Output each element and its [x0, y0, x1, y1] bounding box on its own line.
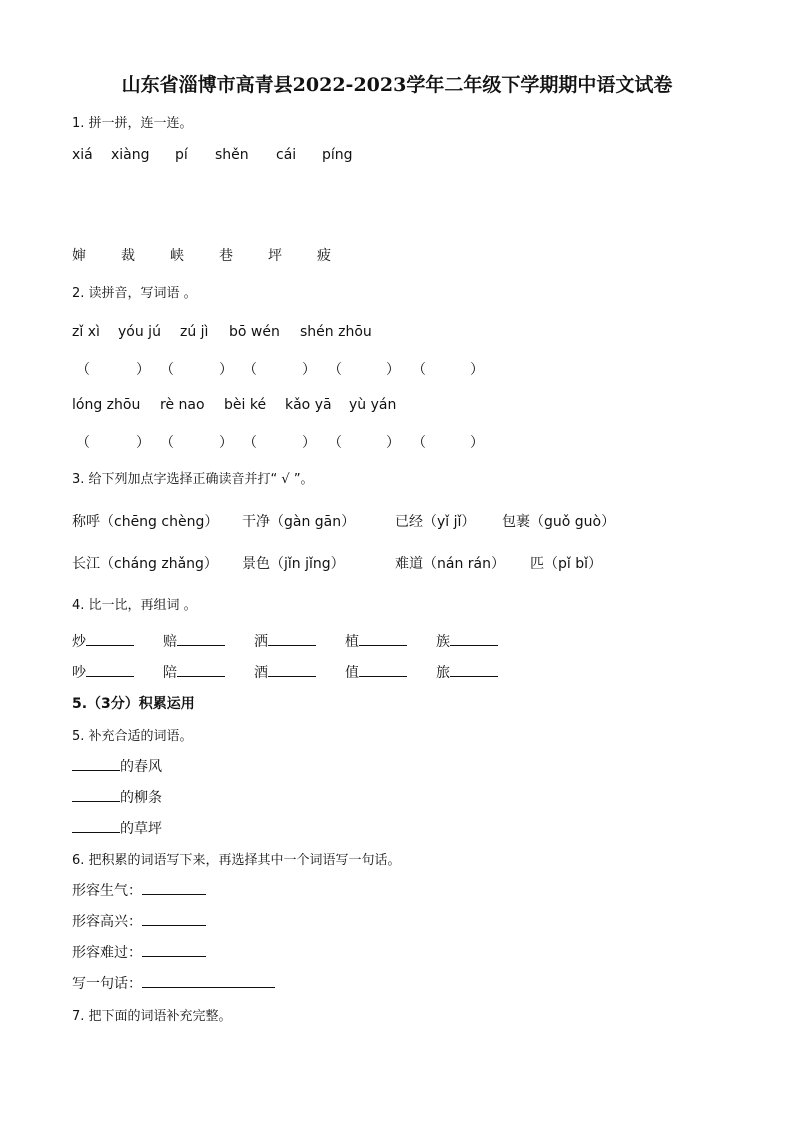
q2-pinyin-7: rè nao — [160, 397, 205, 413]
q6-item-2: 形容高兴： — [72, 911, 206, 931]
q2-paren-open-2: （ — [160, 362, 174, 378]
q4-char-4: 植 — [345, 631, 407, 651]
q2-pinyin-4: bō wén — [229, 324, 280, 340]
q3-item-7: 难道（nán rán） — [395, 556, 505, 572]
q1-char-1: 婶 — [72, 248, 86, 264]
q2-paren-close-1: ） — [136, 362, 150, 378]
q2-paren-close-2: ） — [219, 362, 233, 378]
answer-blank[interactable] — [86, 663, 134, 677]
q1-char-3: 峡 — [170, 248, 184, 264]
q5-item-1: 的春风 — [72, 756, 162, 776]
q2-paren-close-3: ） — [302, 362, 316, 378]
q3-item-8: 匹（pǐ bǐ） — [530, 556, 603, 572]
answer-blank[interactable] — [142, 912, 206, 926]
q4-char-9: 值 — [345, 662, 407, 682]
question-7-prompt: 7. 把下面的词语补充完整。 — [72, 1009, 232, 1024]
q2-paren-open-4: （ — [328, 362, 342, 378]
q2-paren-close-6: ） — [136, 435, 150, 451]
q3-item-2: 干净（gàn gān） — [242, 514, 356, 530]
answer-blank[interactable] — [72, 819, 120, 833]
q2-pinyin-3: zú jì — [180, 324, 209, 340]
answer-blank[interactable] — [177, 632, 225, 646]
answer-blank[interactable] — [450, 632, 498, 646]
q3-item-5: 长江（cháng zhǎng） — [72, 556, 218, 572]
q3-item-4: 包裹（guǒ guò） — [502, 514, 616, 530]
q3-item-6: 景色（jǐn jǐng） — [242, 556, 345, 572]
q2-paren-open-5: （ — [412, 362, 426, 378]
answer-blank[interactable] — [268, 632, 316, 646]
answer-blank[interactable] — [72, 757, 120, 771]
q1-pinyin-4: shěn — [215, 147, 249, 163]
q4-char-7: 陪 — [163, 662, 225, 682]
q2-paren-open-1: （ — [76, 362, 90, 378]
answer-blank[interactable] — [177, 663, 225, 677]
q4-char-10: 旅 — [436, 662, 498, 682]
q1-pinyin-3: pí — [175, 147, 188, 163]
q1-pinyin-6: píng — [322, 147, 353, 163]
answer-blank[interactable] — [86, 632, 134, 646]
answer-blank[interactable] — [450, 663, 498, 677]
q1-pinyin-2: xiàng — [111, 147, 150, 163]
q2-paren-open-3: （ — [243, 362, 257, 378]
q4-char-6: 吵 — [72, 662, 134, 682]
q6-item-3: 形容难过： — [72, 942, 206, 962]
answer-blank[interactable] — [268, 663, 316, 677]
q2-paren-open-7: （ — [160, 435, 174, 451]
q2-paren-open-9: （ — [328, 435, 342, 451]
q6-item-1: 形容生气： — [72, 880, 206, 900]
answer-blank[interactable] — [142, 974, 275, 988]
answer-blank[interactable] — [142, 881, 206, 895]
q2-pinyin-10: yù yán — [349, 397, 397, 413]
q4-char-5: 族 — [436, 631, 498, 651]
q3-item-1: 称呼（chēng chèng） — [72, 514, 219, 530]
q1-char-4: 巷 — [219, 248, 233, 264]
q1-pinyin-5: cái — [276, 147, 297, 163]
q2-pinyin-5: shén zhōu — [300, 324, 372, 340]
q2-pinyin-8: bèi ké — [224, 397, 267, 413]
q6-item-4: 写一句话： — [72, 973, 275, 993]
q2-pinyin-9: kǎo yā — [285, 397, 332, 413]
q4-char-8: 酒 — [254, 662, 316, 682]
q4-char-1: 炒 — [72, 631, 134, 651]
answer-blank[interactable] — [72, 788, 120, 802]
q2-pinyin-1: zǐ xì — [72, 324, 100, 340]
q1-char-5: 坪 — [268, 248, 282, 264]
q3-item-3: 已经（yǐ jǐ） — [395, 514, 476, 530]
q2-paren-open-8: （ — [243, 435, 257, 451]
q2-paren-close-5: ） — [470, 362, 484, 378]
question-4-prompt: 4. 比一比，再组词 。 — [72, 598, 197, 613]
answer-blank[interactable] — [359, 663, 407, 677]
q2-paren-close-10: ） — [470, 435, 484, 451]
q2-paren-open-6: （ — [76, 435, 90, 451]
q1-pinyin-1: xiá — [72, 147, 93, 163]
q2-paren-close-4: ） — [386, 362, 400, 378]
q5-item-2: 的柳条 — [72, 787, 162, 807]
answer-blank[interactable] — [142, 943, 206, 957]
question-1-prompt: 1. 拼一拼，连一连。 — [72, 116, 193, 131]
question-3-prompt: 3. 给下列加点字选择正确读音并打“ √ ”。 — [72, 472, 314, 487]
q4-char-2: 赔 — [163, 631, 225, 651]
q2-paren-close-9: ） — [386, 435, 400, 451]
q2-pinyin-2: yóu jú — [118, 324, 161, 340]
q5-item-3: 的草坪 — [72, 818, 162, 838]
q2-pinyin-6: lóng zhōu — [72, 397, 141, 413]
page-title: 山东省淄博市高青县2022-2023学年二年级下学期期中语文试卷 — [121, 74, 673, 96]
q2-paren-open-10: （ — [412, 435, 426, 451]
section-5-heading: 5.（3分）积累运用 — [72, 696, 195, 712]
answer-blank[interactable] — [359, 632, 407, 646]
q1-char-6: 疲 — [317, 248, 331, 264]
q2-paren-close-7: ） — [219, 435, 233, 451]
q1-char-2: 裁 — [121, 248, 135, 264]
question-6-prompt: 6. 把积累的词语写下来，再选择其中一个词语写一句话。 — [72, 853, 401, 868]
question-5-prompt: 5. 补充合适的词语。 — [72, 729, 193, 744]
question-2-prompt: 2. 读拼音，写词语 。 — [72, 286, 197, 301]
q2-paren-close-8: ） — [302, 435, 316, 451]
q4-char-3: 洒 — [254, 631, 316, 651]
